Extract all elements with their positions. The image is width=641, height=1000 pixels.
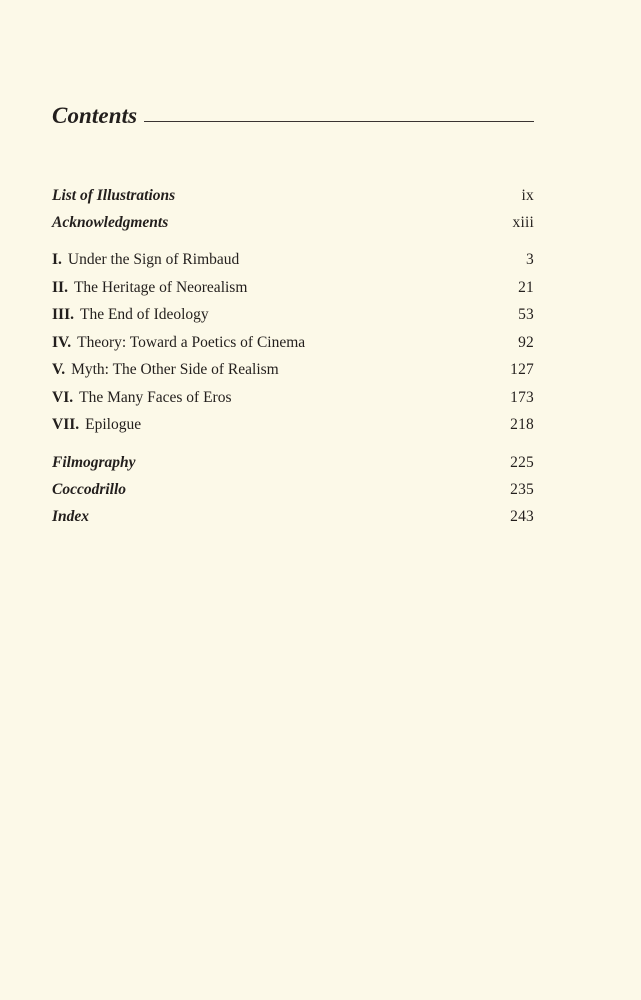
chapter-number: VI. (52, 389, 74, 406)
chapter-title: Myth: The Other Side of Realism (71, 361, 279, 378)
chapter-title: The End of Ideology (79, 306, 209, 323)
toc-entry-page: 3 (526, 251, 534, 268)
toc-entry-page: 127 (510, 361, 534, 378)
toc-entry-title (52, 304, 209, 326)
chapter-title: Under the Sign of Rimbaud (67, 251, 240, 268)
toc-entry-page: 225 (510, 454, 534, 471)
contents-heading (52, 97, 534, 127)
toc-entry-title (52, 249, 239, 271)
toc-entry-list-of-illustrations[interactable] (52, 185, 534, 207)
toc-entry-title (52, 414, 141, 436)
toc-entry-title: Acknowledgments (52, 214, 169, 231)
chapter-number: V. (52, 361, 66, 378)
toc-entry-page: 235 (510, 481, 534, 498)
toc-entry-chapter-3[interactable] (52, 304, 534, 326)
toc-entry-page: ix (521, 187, 534, 204)
heading-rule (144, 121, 534, 122)
toc-entry-page: xiii (512, 214, 534, 231)
toc-entry-title: Coccodrillo (52, 481, 127, 498)
chapter-number: I. (52, 251, 62, 268)
chapter-number: III. (52, 306, 74, 323)
toc-entry-title: Filmography (52, 454, 136, 471)
toc-entry-title (52, 359, 279, 381)
toc-entry-coccodrillo[interactable] (52, 479, 534, 501)
chapter-number: VII. (52, 416, 80, 433)
toc-entry-title (52, 387, 231, 409)
toc-entry-acknowledgments[interactable] (52, 212, 534, 234)
chapter-number: II. (52, 279, 68, 296)
toc-entry-filmography[interactable] (52, 452, 534, 474)
chapter-title: The Many Faces of Eros (79, 389, 232, 406)
toc-entry-page: 173 (510, 389, 534, 406)
page-title: Contents (52, 103, 138, 128)
toc-entry-chapter-2[interactable] (52, 277, 534, 299)
toc-entry-index[interactable] (52, 506, 534, 528)
toc-entry-chapter-4[interactable] (52, 332, 534, 354)
toc-entry-title (52, 277, 247, 299)
toc-entry-title: List of Illustrations (52, 187, 176, 204)
toc-entry-chapter-1[interactable] (52, 249, 534, 271)
toc-entry-chapter-6[interactable] (52, 387, 534, 409)
chapter-number: IV. (52, 334, 72, 351)
toc-entry-page: 21 (518, 279, 534, 296)
toc-entry-page: 53 (518, 306, 534, 323)
toc-entry-chapter-7[interactable] (52, 414, 534, 436)
chapter-title: Theory: Toward a Poetics of Cinema (77, 334, 306, 351)
chapter-title: Epilogue (85, 416, 142, 433)
chapter-title: The Heritage of Neorealism (73, 279, 248, 296)
toc-entry-chapter-5[interactable] (52, 359, 534, 381)
toc-entry-page: 92 (518, 334, 534, 351)
toc-entry-title: Index (52, 508, 90, 525)
toc-entry-page: 243 (510, 508, 534, 525)
toc-entry-page: 218 (510, 416, 534, 433)
toc-entry-title (52, 332, 305, 354)
